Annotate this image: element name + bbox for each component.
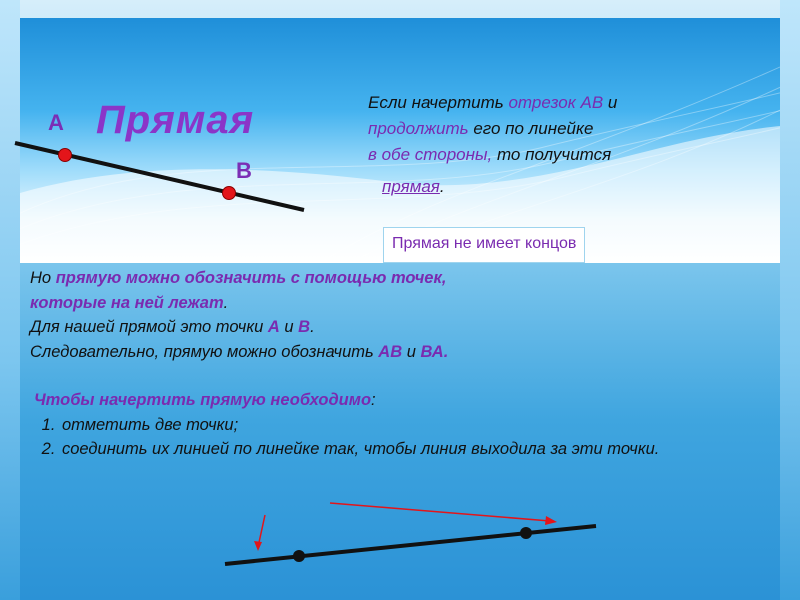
body-line-4-start: Следовательно, прямую можно обозначить bbox=[30, 342, 379, 361]
point-a bbox=[59, 149, 72, 162]
spacer bbox=[30, 364, 750, 388]
body-line-3-a: А bbox=[267, 318, 280, 336]
point-b bbox=[223, 187, 236, 200]
point-label-b: В bbox=[236, 158, 252, 183]
body-line-1-start: Но bbox=[30, 269, 56, 287]
body-line-1-bold: прямую можно обозначить с помощью точек, bbox=[55, 269, 447, 287]
body-line-4 bbox=[30, 340, 750, 365]
intro-part4: то получится bbox=[492, 145, 612, 164]
slide-title: Прямая bbox=[96, 98, 255, 142]
intro-part1: Если начертить bbox=[368, 93, 509, 112]
steps-heading bbox=[30, 388, 750, 413]
arrow-right bbox=[330, 503, 550, 521]
point-label-a: А bbox=[48, 110, 64, 135]
body-line-3 bbox=[30, 315, 750, 340]
body-line-2-bold: которые на ней лежат bbox=[30, 293, 224, 312]
intro-part3: его по линейке bbox=[468, 119, 594, 138]
intro-text bbox=[368, 90, 728, 200]
body-line-3-b: В bbox=[298, 318, 311, 336]
step-item: 2. соединить их линией по линейке так, чтобы линия выходила за эти точки. bbox=[60, 437, 750, 462]
steps-heading-text: Чтобы начертить прямую необходимо bbox=[34, 391, 372, 409]
body-line-4-and: и bbox=[402, 342, 421, 361]
steps-list bbox=[30, 413, 750, 462]
body-line-2 bbox=[30, 291, 750, 316]
arrow-right-head bbox=[545, 516, 557, 525]
body-line-4-ba: ВА. bbox=[420, 342, 449, 361]
point-1 bbox=[293, 550, 305, 562]
body-line-3-start: Для нашей прямой это точки bbox=[30, 318, 268, 336]
steps-heading-end: : bbox=[371, 391, 376, 409]
arrow-left-head bbox=[254, 541, 262, 551]
segment-term: отрезок АВ bbox=[508, 93, 604, 112]
body-line-2-end: . bbox=[223, 293, 229, 312]
step-item: 1. отметить две точки; bbox=[60, 413, 750, 438]
result-term: прямая bbox=[382, 177, 440, 196]
point-2 bbox=[520, 527, 532, 539]
note-box: Прямая не имеет концов bbox=[383, 227, 585, 263]
extend-term: продолжить bbox=[368, 119, 469, 138]
intro-part2: и bbox=[603, 93, 618, 112]
both-sides-term: в обе стороны, bbox=[368, 145, 493, 164]
body-line-3-and: и bbox=[279, 318, 299, 336]
body-line-3-end: . bbox=[310, 318, 315, 336]
result-end: . bbox=[439, 177, 445, 196]
main-text bbox=[30, 266, 750, 462]
drawn-line bbox=[225, 526, 596, 564]
body-line-1 bbox=[30, 266, 750, 291]
body-line-4-ab: АВ bbox=[378, 342, 403, 361]
